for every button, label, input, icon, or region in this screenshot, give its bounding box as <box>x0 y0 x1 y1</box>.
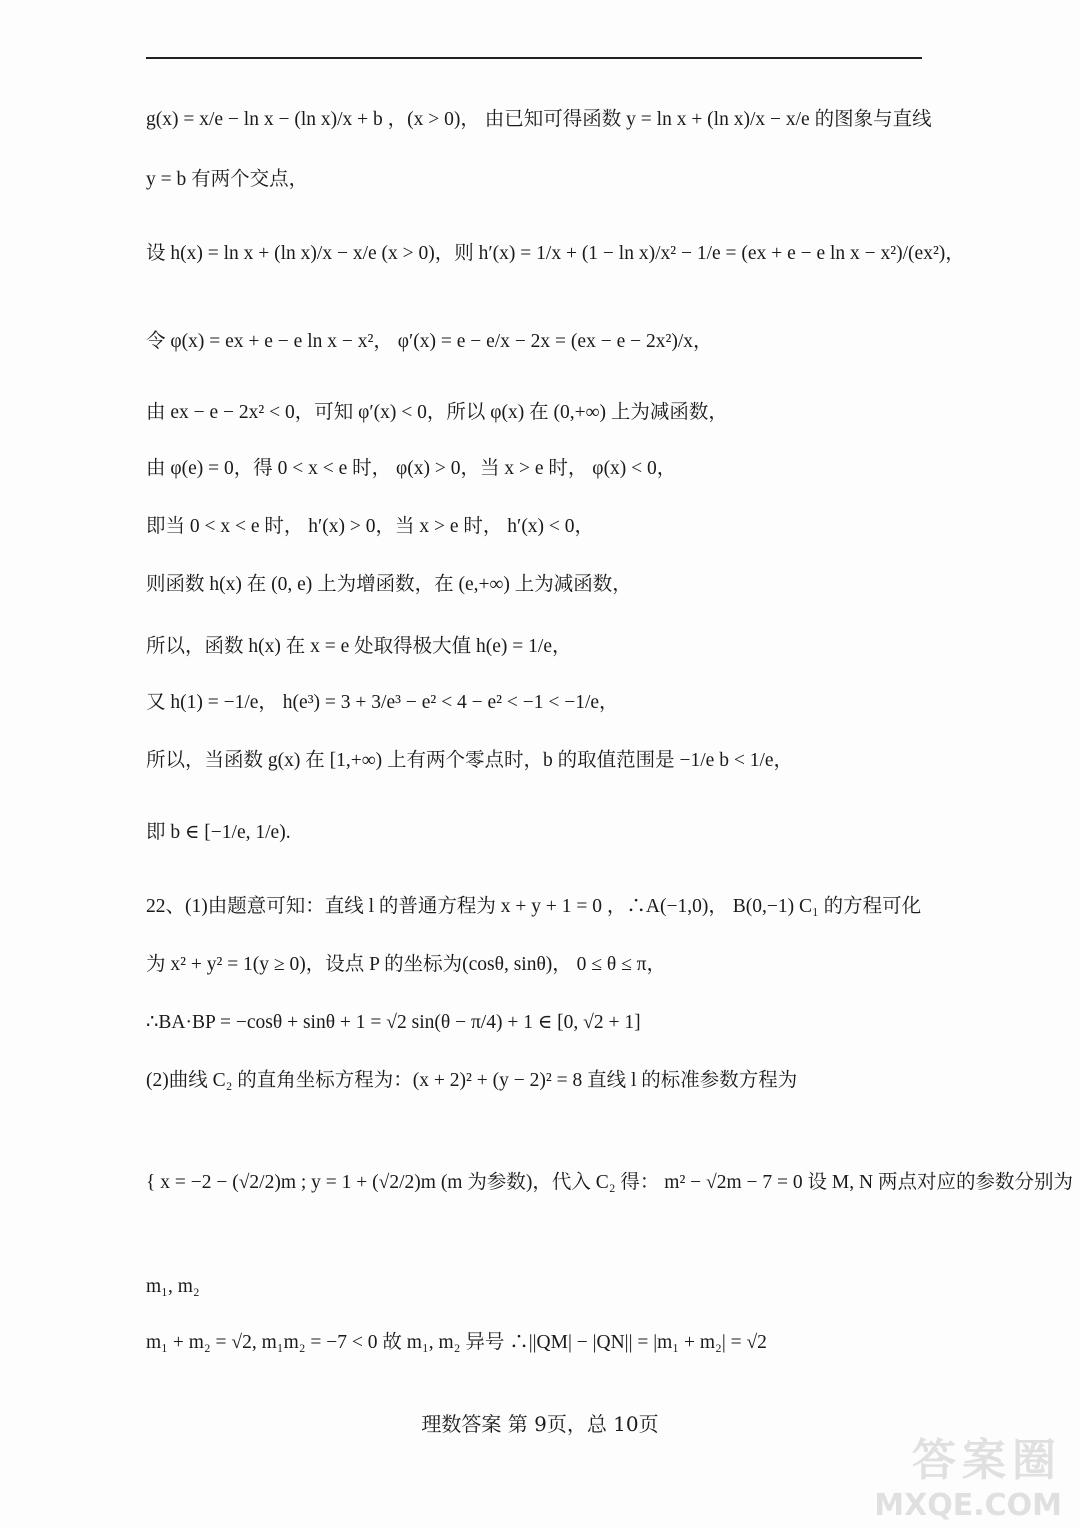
text-line: 即当 0 < x < e 时， h′(x) > 0，当 x > e 时， h′(x) < 0， <box>146 516 595 537</box>
text-line: 由 φ(e) = 0，得 0 < x < e 时， φ(x) > 0，当 x > e 时， φ(x) < 0， <box>146 458 677 479</box>
text-line: ∴BA·BP = −cosθ + sinθ + 1 = √2 sin(θ − π/4) + 1 ∈ [0, √2 + 1] <box>146 1012 641 1033</box>
text-line: 则函数 h(x) 在 (0, e) 上为增函数，在 (e,+∞) 上为减函数， <box>146 574 632 595</box>
text-line: 为 x² + y² = 1(y ≥ 0)，设点 P 的坐标为(cosθ, sinθ)， 0 ≤ θ ≤ π， <box>146 954 667 975</box>
text-line: y = b 有两个交点， <box>146 169 309 190</box>
text-line: 所以，当函数 g(x) 在 [1,+∞) 上有两个零点时，b 的取值范围是 −1/e b < 1/e， <box>146 750 794 771</box>
text-line: 又 h(1) = −1/e， h(e³) = 3 + 3/e³ − e² < 4 − e² < −1 < −1/e， <box>146 692 619 713</box>
text-line: 设 h(x) = ln x + (ln x)/x − x/e (x > 0)，则 h′(x) = 1/x + (1 − ln x)/x² − 1/e = (ex + e − e ln x − x²)/(ex²)， <box>146 243 965 264</box>
text-line: m₁ + m₂ = √2, m₁m₂ = −7 < 0 故 m₁, m₂ 异号 ∴||QM| − |QN|| = |m₁ + m₂| = √2 <box>146 1332 767 1353</box>
text-line: m₁, m₂ <box>146 1276 200 1297</box>
text-line: g(x) = x/e − ln x − (ln x)/x + b ，(x > 0)， 由已知可得函数 y = ln x + (ln x)/x − x/e 的图象与直线 <box>146 109 932 130</box>
text-line: 22、(1)由题意可知：直线 l 的普通方程为 x + y + 1 = 0 ，∴A(−1,0)， B(0,−1) C₁ 的方程可化 <box>146 896 922 917</box>
text-line: 所以，函数 h(x) 在 x = e 处取得极大值 h(e) = 1/e， <box>146 636 572 657</box>
header-rule <box>146 57 922 59</box>
text-line: 即 b ∈ [−1/e, 1/e). <box>146 822 291 843</box>
page-footer: 理数答案 第 9页，总 10页 <box>421 1412 659 1436</box>
text-line: { x = −2 − (√2/2)m ; y = 1 + (√2/2)m (m 为参数)，代入 C₂ 得： m² − √2m − 7 = 0 设 M, N 两点对应的参数分别为 <box>146 1172 1073 1193</box>
watermark-title: 答案圈 <box>912 1435 1062 1486</box>
watermark-logo <box>862 1424 1062 1523</box>
text-line: (2)曲线 C₂ 的直角坐标方程为：(x + 2)² + (y − 2)² = 8 直线 l 的标准参数方程为 <box>146 1070 798 1091</box>
text-line: 令 φ(x) = ex + e − e ln x − x²， φ′(x) = e − e/x − 2x = (ex − e − 2x²)/x， <box>146 331 713 352</box>
text-line: 由 ex − e − 2x² < 0，可知 φ′(x) < 0，所以 φ(x) 在 (0,+∞) 上为减函数， <box>146 402 728 423</box>
watermark-url: MXQE.COM <box>874 1488 1062 1523</box>
